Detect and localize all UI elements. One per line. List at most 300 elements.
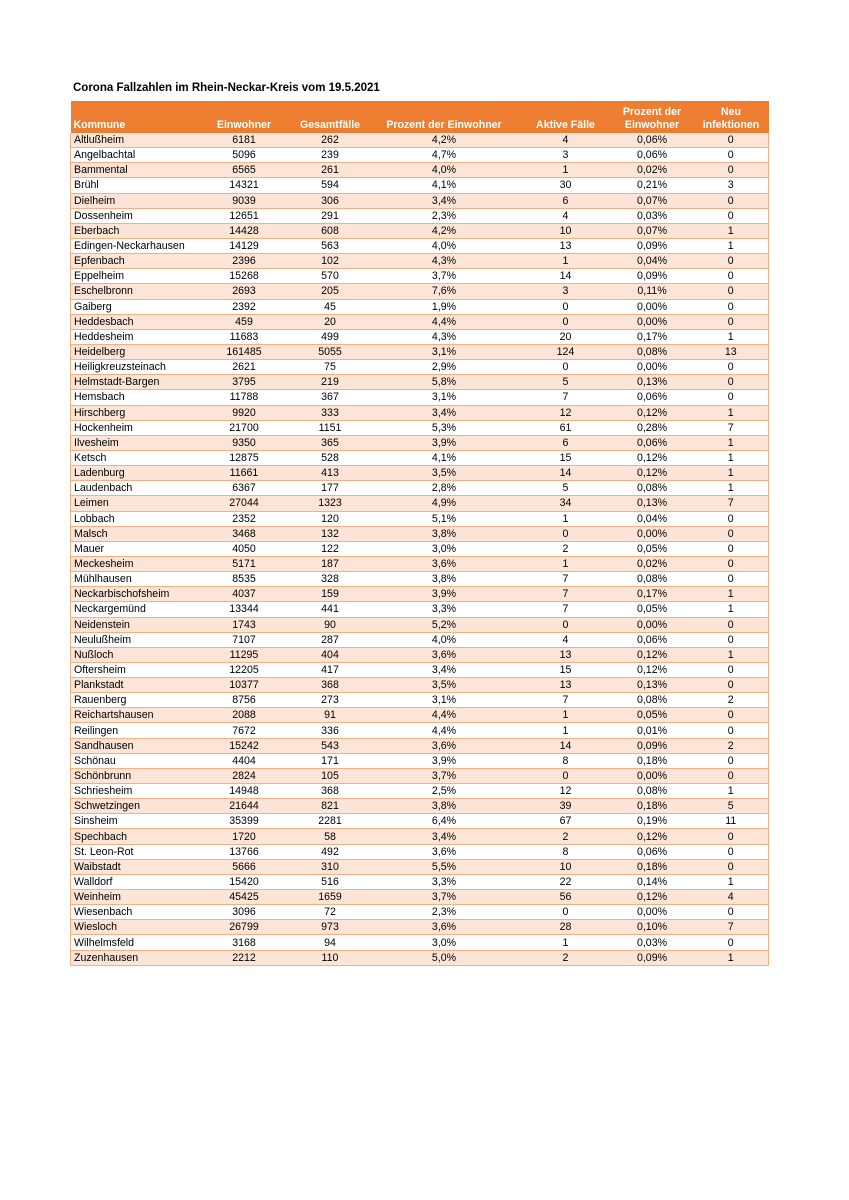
cell-prozent-einwohner: 4,3%	[368, 254, 521, 269]
cell-aktive-faelle: 67	[521, 814, 611, 829]
cell-prozent-einwohner: 3,9%	[368, 753, 521, 768]
cell-aktive-faelle: 14	[521, 738, 611, 753]
cell-prozent-einwohner: 4,1%	[368, 450, 521, 465]
cell-gesamtfaelle: 404	[293, 647, 368, 662]
cell-prozent-einwohner: 4,0%	[368, 632, 521, 647]
cell-prozent-einwohner: 3,9%	[368, 587, 521, 602]
table-row	[71, 678, 769, 693]
cell-gesamtfaelle: 110	[293, 950, 368, 965]
cell-gesamtfaelle: 821	[293, 799, 368, 814]
cell-gesamtfaelle: 122	[293, 541, 368, 556]
cell-kommune: Schönbrunn	[71, 768, 196, 783]
cell-neuinfektionen: 7	[694, 420, 769, 435]
cell-prozent-aktive: 0,06%	[611, 390, 694, 405]
table-row	[71, 753, 769, 768]
cell-gesamtfaelle: 287	[293, 632, 368, 647]
cell-kommune: St. Leon-Rot	[71, 844, 196, 859]
cell-gesamtfaelle: 368	[293, 784, 368, 799]
cell-einwohner: 3468	[196, 526, 293, 541]
cell-kommune: Spechbach	[71, 829, 196, 844]
cell-aktive-faelle: 15	[521, 450, 611, 465]
cell-prozent-aktive: 0,28%	[611, 420, 694, 435]
cell-neuinfektionen: 1	[694, 329, 769, 344]
cell-prozent-aktive: 0,00%	[611, 905, 694, 920]
cell-kommune: Meckesheim	[71, 556, 196, 571]
cell-einwohner: 21700	[196, 420, 293, 435]
cell-einwohner: 27044	[196, 496, 293, 511]
cell-einwohner: 6367	[196, 481, 293, 496]
table-row	[71, 693, 769, 708]
cell-neuinfektionen: 1	[694, 874, 769, 889]
table-row	[71, 844, 769, 859]
table-row	[71, 496, 769, 511]
cell-kommune: Sandhausen	[71, 738, 196, 753]
table-row	[71, 511, 769, 526]
cell-aktive-faelle: 0	[521, 768, 611, 783]
cell-einwohner: 4404	[196, 753, 293, 768]
cell-aktive-faelle: 2	[521, 829, 611, 844]
cell-gesamtfaelle: 20	[293, 314, 368, 329]
cell-aktive-faelle: 1	[521, 163, 611, 178]
cell-kommune: Neckargemünd	[71, 602, 196, 617]
header-kommune: Kommune	[71, 101, 196, 133]
cell-aktive-faelle: 1	[521, 935, 611, 950]
cell-neuinfektionen: 0	[694, 299, 769, 314]
cell-prozent-einwohner: 4,9%	[368, 496, 521, 511]
cell-prozent-einwohner: 3,4%	[368, 193, 521, 208]
cell-prozent-einwohner: 3,1%	[368, 693, 521, 708]
cell-prozent-einwohner: 3,0%	[368, 541, 521, 556]
table-row	[71, 238, 769, 253]
cell-gesamtfaelle: 105	[293, 768, 368, 783]
cell-einwohner: 9920	[196, 405, 293, 420]
cell-neuinfektionen: 1	[694, 223, 769, 238]
table-row	[71, 859, 769, 874]
cell-gesamtfaelle: 310	[293, 859, 368, 874]
cell-prozent-einwohner: 2,5%	[368, 784, 521, 799]
cell-aktive-faelle: 0	[521, 905, 611, 920]
cell-prozent-aktive: 0,18%	[611, 753, 694, 768]
cell-prozent-einwohner: 2,3%	[368, 905, 521, 920]
cell-prozent-aktive: 0,13%	[611, 496, 694, 511]
cell-neuinfektionen: 0	[694, 284, 769, 299]
cell-prozent-einwohner: 3,3%	[368, 874, 521, 889]
cell-neuinfektionen: 2	[694, 693, 769, 708]
header-row	[71, 101, 769, 133]
cell-kommune: Gaiberg	[71, 299, 196, 314]
cell-kommune: Wiesloch	[71, 920, 196, 935]
cell-prozent-einwohner: 3,3%	[368, 602, 521, 617]
cell-aktive-faelle: 2	[521, 541, 611, 556]
cell-aktive-faelle: 13	[521, 678, 611, 693]
cell-prozent-aktive: 0,17%	[611, 587, 694, 602]
cell-prozent-einwohner: 4,4%	[368, 708, 521, 723]
cell-prozent-aktive: 0,19%	[611, 814, 694, 829]
cell-kommune: Epfenbach	[71, 254, 196, 269]
cell-einwohner: 10377	[196, 678, 293, 693]
cell-gesamtfaelle: 75	[293, 360, 368, 375]
cell-einwohner: 5171	[196, 556, 293, 571]
cell-prozent-einwohner: 5,1%	[368, 511, 521, 526]
cell-neuinfektionen: 0	[694, 768, 769, 783]
cell-neuinfektionen: 0	[694, 526, 769, 541]
cell-neuinfektionen: 1	[694, 784, 769, 799]
cell-neuinfektionen: 0	[694, 723, 769, 738]
cell-gesamtfaelle: 102	[293, 254, 368, 269]
cell-prozent-einwohner: 3,6%	[368, 556, 521, 571]
cell-gesamtfaelle: 2281	[293, 814, 368, 829]
cell-kommune: Schwetzingen	[71, 799, 196, 814]
cell-aktive-faelle: 7	[521, 390, 611, 405]
cell-einwohner: 1720	[196, 829, 293, 844]
cell-gesamtfaelle: 58	[293, 829, 368, 844]
cell-prozent-einwohner: 3,9%	[368, 435, 521, 450]
cell-prozent-aktive: 0,08%	[611, 784, 694, 799]
cell-neuinfektionen: 0	[694, 678, 769, 693]
table-row	[71, 466, 769, 481]
cell-aktive-faelle: 3	[521, 284, 611, 299]
cell-einwohner: 12875	[196, 450, 293, 465]
cell-prozent-einwohner: 5,2%	[368, 617, 521, 632]
cell-kommune: Angelbachtal	[71, 148, 196, 163]
cell-neuinfektionen: 0	[694, 148, 769, 163]
cell-gesamtfaelle: 516	[293, 874, 368, 889]
cell-prozent-einwohner: 3,0%	[368, 935, 521, 950]
cell-einwohner: 2824	[196, 768, 293, 783]
cell-einwohner: 15242	[196, 738, 293, 753]
cell-kommune: Ketsch	[71, 450, 196, 465]
cell-kommune: Oftersheim	[71, 662, 196, 677]
cell-prozent-einwohner: 4,2%	[368, 223, 521, 238]
cell-gesamtfaelle: 91	[293, 708, 368, 723]
cell-prozent-einwohner: 1,9%	[368, 299, 521, 314]
cell-prozent-aktive: 0,09%	[611, 269, 694, 284]
table-row	[71, 829, 769, 844]
cell-aktive-faelle: 13	[521, 238, 611, 253]
cell-kommune: Weinheim	[71, 890, 196, 905]
cell-kommune: Schönau	[71, 753, 196, 768]
cell-einwohner: 6565	[196, 163, 293, 178]
cell-aktive-faelle: 0	[521, 299, 611, 314]
cell-kommune: Lobbach	[71, 511, 196, 526]
cell-neuinfektionen: 1	[694, 435, 769, 450]
cell-einwohner: 11788	[196, 390, 293, 405]
cell-einwohner: 13344	[196, 602, 293, 617]
cell-neuinfektionen: 0	[694, 935, 769, 950]
cell-kommune: Eppelheim	[71, 269, 196, 284]
cell-prozent-aktive: 0,11%	[611, 284, 694, 299]
cell-neuinfektionen: 0	[694, 314, 769, 329]
cell-gesamtfaelle: 306	[293, 193, 368, 208]
cell-einwohner: 2621	[196, 360, 293, 375]
cell-einwohner: 7107	[196, 632, 293, 647]
cell-aktive-faelle: 7	[521, 572, 611, 587]
cell-einwohner: 9039	[196, 193, 293, 208]
cell-gesamtfaelle: 333	[293, 405, 368, 420]
cell-einwohner: 3168	[196, 935, 293, 950]
cell-prozent-einwohner: 2,9%	[368, 360, 521, 375]
cell-prozent-aktive: 0,04%	[611, 254, 694, 269]
cell-neuinfektionen: 0	[694, 254, 769, 269]
cell-aktive-faelle: 12	[521, 784, 611, 799]
cell-prozent-aktive: 0,02%	[611, 163, 694, 178]
cell-gesamtfaelle: 262	[293, 133, 368, 148]
table-row	[71, 632, 769, 647]
cell-prozent-einwohner: 3,8%	[368, 572, 521, 587]
cell-prozent-einwohner: 3,1%	[368, 344, 521, 359]
cell-neuinfektionen: 0	[694, 133, 769, 148]
cell-prozent-einwohner: 4,4%	[368, 314, 521, 329]
cell-prozent-aktive: 0,12%	[611, 890, 694, 905]
cell-prozent-aktive: 0,04%	[611, 511, 694, 526]
table-row	[71, 314, 769, 329]
cell-neuinfektionen: 0	[694, 541, 769, 556]
page-title: Corona Fallzahlen im Rhein-Neckar-Kreis vom 19.5.2021	[73, 82, 380, 94]
cell-einwohner: 11683	[196, 329, 293, 344]
cell-neuinfektionen: 0	[694, 632, 769, 647]
cell-gesamtfaelle: 973	[293, 920, 368, 935]
cell-prozent-aktive: 0,00%	[611, 299, 694, 314]
header-neuinfektionen-line2: infektionen	[702, 119, 760, 131]
cell-gesamtfaelle: 543	[293, 738, 368, 753]
table-row	[71, 344, 769, 359]
cell-kommune: Heiligkreuzsteinach	[71, 360, 196, 375]
cell-aktive-faelle: 34	[521, 496, 611, 511]
cell-einwohner: 9350	[196, 435, 293, 450]
cell-neuinfektionen: 0	[694, 163, 769, 178]
cell-kommune: Leimen	[71, 496, 196, 511]
cell-kommune: Neidenstein	[71, 617, 196, 632]
cell-kommune: Rauenberg	[71, 693, 196, 708]
cell-kommune: Laudenbach	[71, 481, 196, 496]
cell-neuinfektionen: 4	[694, 890, 769, 905]
cell-prozent-einwohner: 3,6%	[368, 920, 521, 935]
cell-kommune: Dielheim	[71, 193, 196, 208]
cell-aktive-faelle: 3	[521, 148, 611, 163]
table-row	[71, 662, 769, 677]
cell-neuinfektionen: 0	[694, 617, 769, 632]
cell-prozent-aktive: 0,18%	[611, 799, 694, 814]
cell-einwohner: 2396	[196, 254, 293, 269]
cell-kommune: Neulußheim	[71, 632, 196, 647]
cell-neuinfektionen: 1	[694, 450, 769, 465]
header-einwohner: Einwohner	[196, 101, 293, 133]
cell-einwohner: 4050	[196, 541, 293, 556]
cell-aktive-faelle: 2	[521, 950, 611, 965]
cell-aktive-faelle: 7	[521, 602, 611, 617]
cell-gesamtfaelle: 273	[293, 693, 368, 708]
cell-kommune: Mühlhausen	[71, 572, 196, 587]
table-row	[71, 163, 769, 178]
cell-aktive-faelle: 8	[521, 844, 611, 859]
cell-prozent-einwohner: 4,4%	[368, 723, 521, 738]
cell-neuinfektionen: 2	[694, 738, 769, 753]
cell-kommune: Zuzenhausen	[71, 950, 196, 965]
table-row	[71, 405, 769, 420]
cell-gesamtfaelle: 367	[293, 390, 368, 405]
cell-neuinfektionen: 5	[694, 799, 769, 814]
cell-prozent-aktive: 0,21%	[611, 178, 694, 193]
cell-gesamtfaelle: 413	[293, 466, 368, 481]
cell-neuinfektionen: 13	[694, 344, 769, 359]
cell-neuinfektionen: 0	[694, 662, 769, 677]
cell-prozent-einwohner: 3,8%	[368, 526, 521, 541]
cell-prozent-aktive: 0,07%	[611, 223, 694, 238]
cell-einwohner: 3795	[196, 375, 293, 390]
cell-einwohner: 14428	[196, 223, 293, 238]
cell-neuinfektionen: 1	[694, 587, 769, 602]
cell-einwohner: 13766	[196, 844, 293, 859]
table-row	[71, 526, 769, 541]
cell-prozent-aktive: 0,17%	[611, 329, 694, 344]
cell-gesamtfaelle: 187	[293, 556, 368, 571]
cell-prozent-aktive: 0,12%	[611, 829, 694, 844]
cell-einwohner: 2392	[196, 299, 293, 314]
cell-kommune: Wilhelmsfeld	[71, 935, 196, 950]
cell-prozent-einwohner: 3,7%	[368, 269, 521, 284]
cell-prozent-einwohner: 2,8%	[368, 481, 521, 496]
table-row	[71, 617, 769, 632]
cell-aktive-faelle: 7	[521, 693, 611, 708]
cell-aktive-faelle: 0	[521, 617, 611, 632]
cell-prozent-aktive: 0,06%	[611, 632, 694, 647]
cell-kommune: Neckarbischofsheim	[71, 587, 196, 602]
cell-aktive-faelle: 4	[521, 632, 611, 647]
cell-prozent-aktive: 0,09%	[611, 738, 694, 753]
cell-prozent-einwohner: 4,0%	[368, 238, 521, 253]
cell-aktive-faelle: 30	[521, 178, 611, 193]
cell-neuinfektionen: 0	[694, 905, 769, 920]
cell-aktive-faelle: 6	[521, 193, 611, 208]
cell-gesamtfaelle: 417	[293, 662, 368, 677]
cell-gesamtfaelle: 171	[293, 753, 368, 768]
cell-neuinfektionen: 0	[694, 572, 769, 587]
cell-kommune: Bammental	[71, 163, 196, 178]
cell-prozent-aktive: 0,12%	[611, 405, 694, 420]
cell-prozent-aktive: 0,13%	[611, 375, 694, 390]
cell-einwohner: 6181	[196, 133, 293, 148]
cell-gesamtfaelle: 72	[293, 905, 368, 920]
cell-neuinfektionen: 0	[694, 511, 769, 526]
header-gesamtfaelle: Gesamtfälle	[293, 101, 368, 133]
table-row	[71, 587, 769, 602]
cell-einwohner: 11295	[196, 647, 293, 662]
cell-kommune: Heddesheim	[71, 329, 196, 344]
cell-gesamtfaelle: 492	[293, 844, 368, 859]
cell-aktive-faelle: 5	[521, 375, 611, 390]
cell-kommune: Mauer	[71, 541, 196, 556]
cell-prozent-aktive: 0,05%	[611, 602, 694, 617]
cell-neuinfektionen: 1	[694, 405, 769, 420]
cell-neuinfektionen: 11	[694, 814, 769, 829]
cell-aktive-faelle: 13	[521, 647, 611, 662]
cell-einwohner: 15420	[196, 874, 293, 889]
cell-aktive-faelle: 39	[521, 799, 611, 814]
cell-kommune: Plankstadt	[71, 678, 196, 693]
cell-aktive-faelle: 4	[521, 133, 611, 148]
cell-kommune: Walldorf	[71, 874, 196, 889]
table-row	[71, 269, 769, 284]
cell-aktive-faelle: 12	[521, 405, 611, 420]
cell-prozent-aktive: 0,18%	[611, 859, 694, 874]
cell-gesamtfaelle: 1151	[293, 420, 368, 435]
cell-gesamtfaelle: 177	[293, 481, 368, 496]
table-body	[71, 133, 769, 965]
cell-prozent-aktive: 0,06%	[611, 148, 694, 163]
table-row	[71, 647, 769, 662]
cell-prozent-einwohner: 3,6%	[368, 647, 521, 662]
cell-neuinfektionen: 7	[694, 496, 769, 511]
cell-prozent-einwohner: 5,3%	[368, 420, 521, 435]
cell-einwohner: 4037	[196, 587, 293, 602]
cell-einwohner: 3096	[196, 905, 293, 920]
cell-einwohner: 2088	[196, 708, 293, 723]
cell-einwohner: 15268	[196, 269, 293, 284]
cell-neuinfektionen: 0	[694, 753, 769, 768]
cell-aktive-faelle: 7	[521, 587, 611, 602]
cell-gesamtfaelle: 608	[293, 223, 368, 238]
cell-kommune: Nußloch	[71, 647, 196, 662]
header-prozent-aktive-line2: Einwohner	[624, 119, 680, 131]
table-row	[71, 905, 769, 920]
cell-neuinfektionen: 1	[694, 602, 769, 617]
cell-einwohner: 12205	[196, 662, 293, 677]
cell-gesamtfaelle: 132	[293, 526, 368, 541]
cell-aktive-faelle: 14	[521, 466, 611, 481]
cell-prozent-aktive: 0,03%	[611, 208, 694, 223]
cell-neuinfektionen: 0	[694, 375, 769, 390]
cell-aktive-faelle: 14	[521, 269, 611, 284]
cell-aktive-faelle: 6	[521, 435, 611, 450]
cell-neuinfektionen: 0	[694, 269, 769, 284]
cell-gesamtfaelle: 45	[293, 299, 368, 314]
table-row	[71, 390, 769, 405]
cell-gesamtfaelle: 594	[293, 178, 368, 193]
cell-einwohner: 459	[196, 314, 293, 329]
cell-aktive-faelle: 0	[521, 360, 611, 375]
cell-prozent-einwohner: 4,2%	[368, 133, 521, 148]
cell-aktive-faelle: 1	[521, 511, 611, 526]
table-row	[71, 223, 769, 238]
cell-neuinfektionen: 1	[694, 466, 769, 481]
cell-einwohner: 45425	[196, 890, 293, 905]
cell-kommune: Brühl	[71, 178, 196, 193]
cell-neuinfektionen: 1	[694, 481, 769, 496]
cell-aktive-faelle: 1	[521, 723, 611, 738]
cell-prozent-einwohner: 5,5%	[368, 859, 521, 874]
cell-prozent-einwohner: 3,7%	[368, 890, 521, 905]
cell-prozent-aktive: 0,03%	[611, 935, 694, 950]
cell-prozent-aktive: 0,08%	[611, 572, 694, 587]
cell-einwohner: 35399	[196, 814, 293, 829]
table-row	[71, 814, 769, 829]
cell-prozent-aktive: 0,08%	[611, 344, 694, 359]
cell-kommune: Heddesbach	[71, 314, 196, 329]
cell-einwohner: 8535	[196, 572, 293, 587]
table-row	[71, 178, 769, 193]
cell-prozent-einwohner: 3,6%	[368, 738, 521, 753]
cell-prozent-aktive: 0,01%	[611, 723, 694, 738]
table-header	[71, 101, 769, 133]
cell-gesamtfaelle: 159	[293, 587, 368, 602]
cell-prozent-einwohner: 3,5%	[368, 678, 521, 693]
cell-kommune: Waibstadt	[71, 859, 196, 874]
cell-gesamtfaelle: 205	[293, 284, 368, 299]
cell-kommune: Hemsbach	[71, 390, 196, 405]
cell-prozent-einwohner: 3,4%	[368, 662, 521, 677]
cell-gesamtfaelle: 499	[293, 329, 368, 344]
cell-prozent-aktive: 0,09%	[611, 950, 694, 965]
